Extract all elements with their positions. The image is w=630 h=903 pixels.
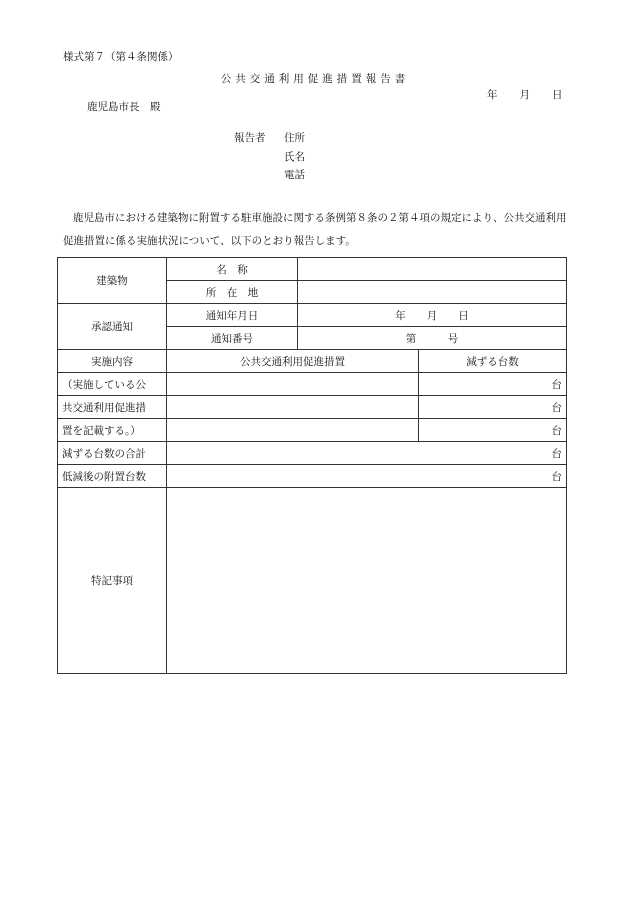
date-year-label: 年	[487, 89, 498, 101]
after-reduction-label: 低減後の附置台数	[58, 465, 167, 488]
building-location-field[interactable]	[298, 281, 567, 304]
reduction-column-header: 減ずる台数	[419, 350, 567, 373]
table-row	[58, 465, 567, 488]
building-name-field[interactable]	[298, 258, 567, 281]
building-name-label: 名 称	[167, 258, 298, 281]
reporter-address-label: 住所	[284, 132, 305, 144]
table-row	[58, 258, 567, 281]
report-form-table	[57, 257, 567, 674]
table-row	[58, 373, 567, 396]
measure-field-1[interactable]	[167, 373, 419, 396]
notice-date-label: 通知年月日	[167, 304, 298, 327]
notice-date-field[interactable]: 年 月 日	[298, 304, 567, 327]
building-label: 建築物	[58, 258, 167, 304]
date-day-label: 日	[552, 89, 563, 101]
implementation-label-3: 共交通利用促進措	[58, 396, 167, 419]
table-row	[58, 442, 567, 465]
approval-notice-label: 承認通知	[58, 304, 167, 350]
special-notes-label: 特記事項	[58, 488, 167, 674]
table-row	[58, 350, 567, 373]
report-date-line	[487, 90, 563, 101]
reduction-field-2[interactable]: 台	[419, 396, 567, 419]
total-reduction-label: 減ずる台数の合計	[58, 442, 167, 465]
after-reduction-field[interactable]: 台	[167, 465, 567, 488]
report-statement: 鹿児島市における建築物に附置する駐車施設に関する条例第８条の２第４項の規定により、公共交通利用促進措置に係る実施状況について、以下のとおり報告します。	[63, 212, 567, 247]
table-row	[58, 396, 567, 419]
reporter-name-label: 氏名	[284, 150, 305, 163]
special-notes-field[interactable]	[167, 488, 567, 674]
building-location-label: 所 在 地	[167, 281, 298, 304]
document-title: 公共交通利用促進措置報告書	[220, 73, 410, 85]
measure-column-header: 公共交通利用促進措置	[167, 350, 419, 373]
measure-field-3[interactable]	[167, 419, 419, 442]
table-row	[58, 488, 567, 674]
notice-number-field[interactable]: 第 号	[298, 327, 567, 350]
implementation-label-1: 実施内容	[58, 350, 167, 373]
reporter-block	[234, 129, 305, 185]
table-row	[58, 419, 567, 442]
implementation-label-2: （実施している公	[58, 373, 167, 396]
date-month-label: 月	[519, 89, 530, 101]
total-reduction-field[interactable]: 台	[167, 442, 567, 465]
reporter-phone-label: 電話	[284, 169, 305, 181]
table-row	[58, 304, 567, 327]
measure-field-2[interactable]	[167, 396, 419, 419]
notice-number-label: 通知番号	[167, 327, 298, 350]
reduction-field-1[interactable]: 台	[419, 373, 567, 396]
implementation-label-4: 置を記載する。）	[58, 419, 167, 442]
reporter-label: 報告者	[234, 132, 266, 144]
addressee: 鹿児島市長 殿	[87, 101, 161, 113]
form-number: 様式第７（第４条関係）	[63, 51, 179, 63]
reduction-field-3[interactable]: 台	[419, 419, 567, 442]
